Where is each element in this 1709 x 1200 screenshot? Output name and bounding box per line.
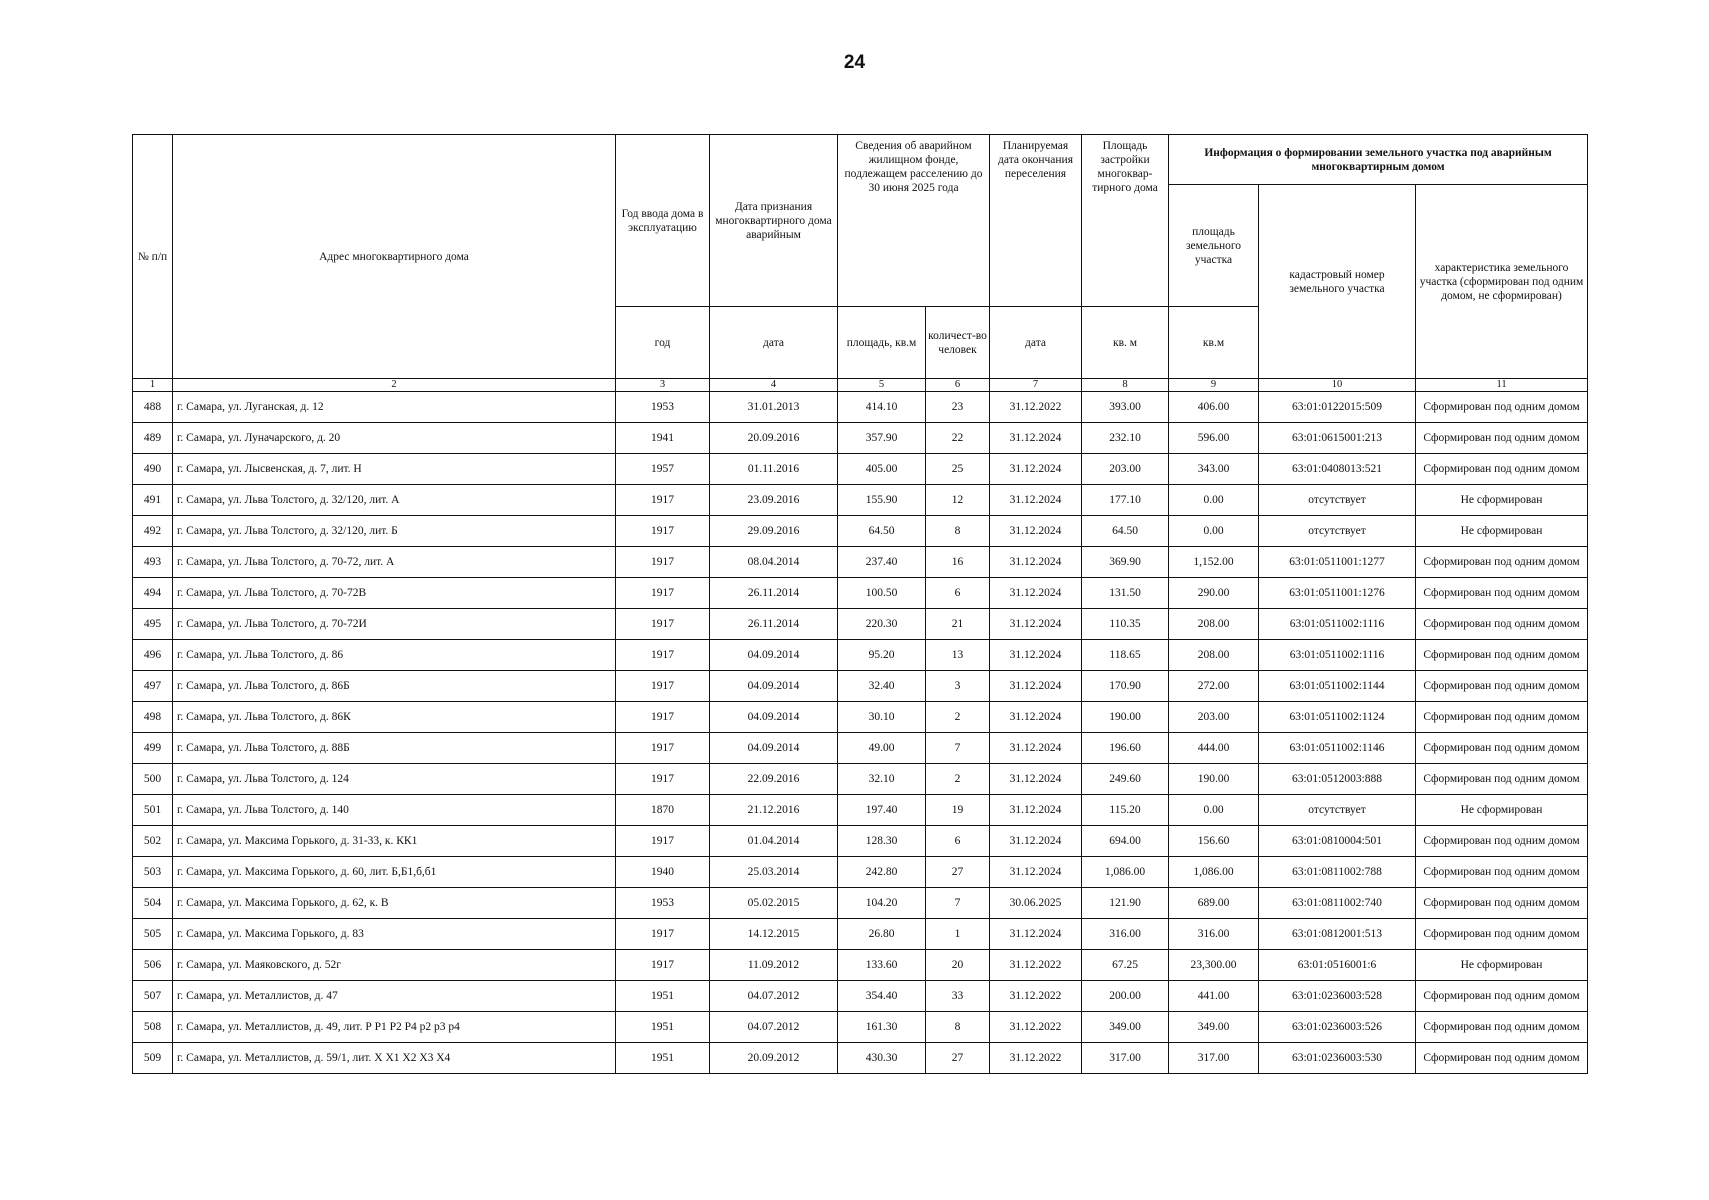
row-emergency-area: 32.10 — [838, 764, 926, 795]
column-number: 10 — [1259, 379, 1416, 392]
row-year: 1917 — [616, 764, 710, 795]
row-planned-date: 31.12.2024 — [990, 764, 1082, 795]
row-cadastral-number: отсутствует — [1259, 485, 1416, 516]
row-address: г. Самара, ул. Максима Горького, д. 60, лит. Б,Б1,б,б1 — [173, 857, 616, 888]
row-year: 1953 — [616, 392, 710, 423]
column-number: 9 — [1169, 379, 1259, 392]
row-recognition-date: 04.09.2014 — [710, 671, 838, 702]
row-address: г. Самара, ул. Металлистов, д. 59/1, лит. Х Х1 Х2 Х3 Х4 — [173, 1043, 616, 1074]
row-building-area: 249.60 — [1082, 764, 1169, 795]
row-building-area: 177.10 — [1082, 485, 1169, 516]
row-people-count: 16 — [926, 547, 990, 578]
row-planned-date: 31.12.2024 — [990, 578, 1082, 609]
row-planned-date: 31.12.2022 — [990, 1043, 1082, 1074]
row-emergency-area: 242.80 — [838, 857, 926, 888]
row-emergency-area: 49.00 — [838, 733, 926, 764]
row-land-area: 316.00 — [1169, 919, 1259, 950]
header-land-status: характеристика земельного участка (сформирован под одним домом, не сформирован) — [1416, 185, 1588, 379]
row-people-count: 3 — [926, 671, 990, 702]
row-address: г. Самара, ул. Максима Горького, д. 83 — [173, 919, 616, 950]
row-year: 1940 — [616, 857, 710, 888]
column-number: 3 — [616, 379, 710, 392]
row-building-area: 67.25 — [1082, 950, 1169, 981]
row-number: 498 — [133, 702, 173, 733]
row-building-area: 316.00 — [1082, 919, 1169, 950]
row-land-area: 689.00 — [1169, 888, 1259, 919]
row-land-status: Сформирован под одним домом — [1416, 919, 1588, 950]
row-land-status: Сформирован под одним домом — [1416, 547, 1588, 578]
row-emergency-area: 64.50 — [838, 516, 926, 547]
row-year: 1917 — [616, 733, 710, 764]
row-year: 1917 — [616, 547, 710, 578]
row-planned-date: 31.12.2024 — [990, 826, 1082, 857]
row-year: 1941 — [616, 423, 710, 454]
header-unit-date: дата — [710, 307, 838, 379]
row-address: г. Самара, ул. Маяковского, д. 52г — [173, 950, 616, 981]
row-cadastral-number: 63:01:0511002:1144 — [1259, 671, 1416, 702]
row-year: 1917 — [616, 702, 710, 733]
table-row — [133, 454, 1588, 485]
row-cadastral-number: 63:01:0236003:530 — [1259, 1043, 1416, 1074]
row-cadastral-number: 63:01:0236003:526 — [1259, 1012, 1416, 1043]
emergency-housing-table — [132, 134, 1588, 1074]
row-people-count: 7 — [926, 888, 990, 919]
table-row — [133, 950, 1588, 981]
row-number: 506 — [133, 950, 173, 981]
row-number: 491 — [133, 485, 173, 516]
row-recognition-date: 26.11.2014 — [710, 609, 838, 640]
column-number: 6 — [926, 379, 990, 392]
row-people-count: 25 — [926, 454, 990, 485]
row-number: 505 — [133, 919, 173, 950]
row-land-area: 441.00 — [1169, 981, 1259, 1012]
row-building-area: 115.20 — [1082, 795, 1169, 826]
row-emergency-area: 95.20 — [838, 640, 926, 671]
row-building-area: 349.00 — [1082, 1012, 1169, 1043]
row-building-area: 317.00 — [1082, 1043, 1169, 1074]
row-recognition-date: 05.02.2015 — [710, 888, 838, 919]
row-people-count: 22 — [926, 423, 990, 454]
table-row — [133, 826, 1588, 857]
row-planned-date: 31.12.2024 — [990, 516, 1082, 547]
column-number: 7 — [990, 379, 1082, 392]
row-land-area: 349.00 — [1169, 1012, 1259, 1043]
header-unit-date2: дата — [990, 307, 1082, 379]
column-number: 1 — [133, 379, 173, 392]
table-row — [133, 1043, 1588, 1074]
row-year: 1917 — [616, 671, 710, 702]
row-land-status: Сформирован под одним домом — [1416, 671, 1588, 702]
row-emergency-area: 197.40 — [838, 795, 926, 826]
row-year: 1870 — [616, 795, 710, 826]
row-number: 496 — [133, 640, 173, 671]
row-planned-date: 31.12.2024 — [990, 640, 1082, 671]
row-recognition-date: 04.09.2014 — [710, 640, 838, 671]
header-no: № п/п — [133, 135, 173, 379]
row-land-area: 596.00 — [1169, 423, 1259, 454]
row-emergency-area: 357.90 — [838, 423, 926, 454]
row-address: г. Самара, ул. Льва Толстого, д. 70-72И — [173, 609, 616, 640]
row-emergency-area: 32.40 — [838, 671, 926, 702]
row-planned-date: 30.06.2025 — [990, 888, 1082, 919]
row-land-status: Сформирован под одним домом — [1416, 733, 1588, 764]
row-emergency-area: 237.40 — [838, 547, 926, 578]
row-people-count: 20 — [926, 950, 990, 981]
table-row — [133, 578, 1588, 609]
row-land-status: Сформирован под одним домом — [1416, 702, 1588, 733]
row-cadastral-number: 63:01:0511001:1277 — [1259, 547, 1416, 578]
row-cadastral-number: отсутствует — [1259, 795, 1416, 826]
row-cadastral-number: 63:01:0811002:788 — [1259, 857, 1416, 888]
row-land-area: 1,152.00 — [1169, 547, 1259, 578]
row-land-area: 190.00 — [1169, 764, 1259, 795]
header-unit-area: площадь, кв.м — [838, 307, 926, 379]
row-year: 1917 — [616, 578, 710, 609]
table-row — [133, 919, 1588, 950]
row-building-area: 131.50 — [1082, 578, 1169, 609]
header-unit-sqm2: кв.м — [1169, 307, 1259, 379]
row-land-area: 272.00 — [1169, 671, 1259, 702]
header-emergency-fund: Сведения об аварийном жилищном фонде, подлежащем расселению до 30 июня 2025 года — [838, 135, 990, 307]
row-emergency-area: 133.60 — [838, 950, 926, 981]
row-emergency-area: 220.30 — [838, 609, 926, 640]
row-year: 1917 — [616, 950, 710, 981]
row-people-count: 27 — [926, 1043, 990, 1074]
row-planned-date: 31.12.2024 — [990, 919, 1082, 950]
row-emergency-area: 100.50 — [838, 578, 926, 609]
row-recognition-date: 26.11.2014 — [710, 578, 838, 609]
row-land-status: Не сформирован — [1416, 950, 1588, 981]
row-land-status: Сформирован под одним домом — [1416, 1043, 1588, 1074]
row-year: 1957 — [616, 454, 710, 485]
row-land-area: 156.60 — [1169, 826, 1259, 857]
row-number: 504 — [133, 888, 173, 919]
row-address: г. Самара, ул. Льва Толстого, д. 124 — [173, 764, 616, 795]
row-address: г. Самара, ул. Луганская, д. 12 — [173, 392, 616, 423]
row-planned-date: 31.12.2024 — [990, 857, 1082, 888]
header-cadastral: кадастровый номер земельного участка — [1259, 185, 1416, 379]
header-building-area: Площадь застройки многоквар-тирного дома — [1082, 135, 1169, 307]
table-row — [133, 640, 1588, 671]
row-land-status: Сформирован под одним домом — [1416, 640, 1588, 671]
row-address: г. Самара, ул. Луначарского, д. 20 — [173, 423, 616, 454]
row-planned-date: 31.12.2022 — [990, 1012, 1082, 1043]
header-land-info: Информация о формировании земельного участка под аварийным многоквартирным домом — [1169, 135, 1588, 185]
row-recognition-date: 04.07.2012 — [710, 1012, 838, 1043]
row-address: г. Самара, ул. Максима Горького, д. 31-33, к. КК1 — [173, 826, 616, 857]
row-planned-date: 31.12.2024 — [990, 733, 1082, 764]
row-building-area: 200.00 — [1082, 981, 1169, 1012]
row-land-area: 0.00 — [1169, 516, 1259, 547]
column-number: 11 — [1416, 379, 1588, 392]
row-address: г. Самара, ул. Льва Толстого, д. 140 — [173, 795, 616, 826]
header-land-area: площадь земельного участка — [1169, 185, 1259, 307]
table-row — [133, 423, 1588, 454]
row-recognition-date: 08.04.2014 — [710, 547, 838, 578]
header-recognition-date: Дата признания многоквартирного дома аварийным — [710, 135, 838, 307]
row-address: г. Самара, ул. Металлистов, д. 49, лит. Р Р1 Р2 Р4 р2 р3 р4 — [173, 1012, 616, 1043]
table-row — [133, 547, 1588, 578]
row-planned-date: 31.12.2024 — [990, 485, 1082, 516]
row-year: 1917 — [616, 826, 710, 857]
row-cadastral-number: 63:01:0811002:740 — [1259, 888, 1416, 919]
row-year: 1917 — [616, 485, 710, 516]
row-year: 1951 — [616, 1012, 710, 1043]
row-year: 1917 — [616, 919, 710, 950]
row-emergency-area: 405.00 — [838, 454, 926, 485]
row-address: г. Самара, ул. Льва Толстого, д. 88Б — [173, 733, 616, 764]
row-land-area: 290.00 — [1169, 578, 1259, 609]
row-number: 502 — [133, 826, 173, 857]
row-cadastral-number: 63:01:0512003:888 — [1259, 764, 1416, 795]
row-land-area: 317.00 — [1169, 1043, 1259, 1074]
table-row — [133, 516, 1588, 547]
row-address: г. Самара, ул. Льва Толстого, д. 86Б — [173, 671, 616, 702]
row-number: 494 — [133, 578, 173, 609]
row-people-count: 23 — [926, 392, 990, 423]
row-planned-date: 31.12.2024 — [990, 795, 1082, 826]
row-recognition-date: 23.09.2016 — [710, 485, 838, 516]
row-land-status: Сформирован под одним домом — [1416, 764, 1588, 795]
row-people-count: 12 — [926, 485, 990, 516]
row-emergency-area: 414.10 — [838, 392, 926, 423]
row-people-count: 7 — [926, 733, 990, 764]
row-building-area: 190.00 — [1082, 702, 1169, 733]
row-people-count: 6 — [926, 826, 990, 857]
header-address: Адрес многоквартирного дома — [173, 135, 616, 379]
row-land-status: Не сформирован — [1416, 795, 1588, 826]
row-building-area: 64.50 — [1082, 516, 1169, 547]
row-land-area: 0.00 — [1169, 795, 1259, 826]
page-number: 24 — [843, 52, 866, 73]
row-address: г. Самара, ул. Льва Толстого, д. 86 — [173, 640, 616, 671]
table-row — [133, 888, 1588, 919]
column-number: 4 — [710, 379, 838, 392]
row-land-area: 343.00 — [1169, 454, 1259, 485]
row-land-status: Сформирован под одним домом — [1416, 454, 1588, 485]
row-year: 1917 — [616, 609, 710, 640]
row-recognition-date: 31.01.2013 — [710, 392, 838, 423]
row-land-area: 208.00 — [1169, 640, 1259, 671]
row-land-status: Сформирован под одним домом — [1416, 826, 1588, 857]
row-planned-date: 31.12.2024 — [990, 671, 1082, 702]
row-planned-date: 31.12.2022 — [990, 950, 1082, 981]
row-people-count: 2 — [926, 702, 990, 733]
row-number: 489 — [133, 423, 173, 454]
table-row — [133, 981, 1588, 1012]
row-cadastral-number: 63:01:0408013:521 — [1259, 454, 1416, 485]
row-people-count: 33 — [926, 981, 990, 1012]
table-row — [133, 795, 1588, 826]
row-number: 497 — [133, 671, 173, 702]
row-cadastral-number: 63:01:0615001:213 — [1259, 423, 1416, 454]
row-number: 490 — [133, 454, 173, 485]
row-recognition-date: 01.04.2014 — [710, 826, 838, 857]
row-planned-date: 31.12.2024 — [990, 609, 1082, 640]
row-year: 1953 — [616, 888, 710, 919]
row-land-status: Сформирован под одним домом — [1416, 857, 1588, 888]
row-emergency-area: 161.30 — [838, 1012, 926, 1043]
row-recognition-date: 20.09.2012 — [710, 1043, 838, 1074]
row-building-area: 203.00 — [1082, 454, 1169, 485]
row-number: 509 — [133, 1043, 173, 1074]
row-building-area: 694.00 — [1082, 826, 1169, 857]
row-address: г. Самара, ул. Льва Толстого, д. 70-72, лит. А — [173, 547, 616, 578]
row-number: 493 — [133, 547, 173, 578]
row-land-status: Не сформирован — [1416, 516, 1588, 547]
row-cadastral-number: 63:01:0511002:1146 — [1259, 733, 1416, 764]
row-building-area: 1,086.00 — [1082, 857, 1169, 888]
table-row — [133, 702, 1588, 733]
row-recognition-date: 21.12.2016 — [710, 795, 838, 826]
table-row — [133, 733, 1588, 764]
row-recognition-date: 29.09.2016 — [710, 516, 838, 547]
row-land-area: 0.00 — [1169, 485, 1259, 516]
header-unit-sqm: кв. м — [1082, 307, 1169, 379]
row-address: г. Самара, ул. Лысвенская, д. 7, лит. Н — [173, 454, 616, 485]
row-land-area: 444.00 — [1169, 733, 1259, 764]
row-land-status: Сформирован под одним домом — [1416, 392, 1588, 423]
row-cadastral-number: 63:01:0511002:1124 — [1259, 702, 1416, 733]
header-unit-year: год — [616, 307, 710, 379]
row-planned-date: 31.12.2024 — [990, 702, 1082, 733]
row-recognition-date: 04.09.2014 — [710, 733, 838, 764]
row-number: 492 — [133, 516, 173, 547]
row-number: 501 — [133, 795, 173, 826]
row-emergency-area: 26.80 — [838, 919, 926, 950]
row-number: 503 — [133, 857, 173, 888]
row-recognition-date: 11.09.2012 — [710, 950, 838, 981]
row-cadastral-number: 63:01:0516001:6 — [1259, 950, 1416, 981]
row-recognition-date: 04.07.2012 — [710, 981, 838, 1012]
row-cadastral-number: 63:01:0511002:1116 — [1259, 609, 1416, 640]
row-building-area: 110.35 — [1082, 609, 1169, 640]
row-recognition-date: 20.09.2016 — [710, 423, 838, 454]
row-land-area: 208.00 — [1169, 609, 1259, 640]
row-recognition-date: 04.09.2014 — [710, 702, 838, 733]
header-unit-people: количест-во человек — [926, 307, 990, 379]
row-emergency-area: 155.90 — [838, 485, 926, 516]
row-planned-date: 31.12.2024 — [990, 454, 1082, 485]
row-building-area: 369.90 — [1082, 547, 1169, 578]
row-building-area: 121.90 — [1082, 888, 1169, 919]
row-planned-date: 31.12.2024 — [990, 423, 1082, 454]
row-land-status: Сформирован под одним домом — [1416, 609, 1588, 640]
row-people-count: 19 — [926, 795, 990, 826]
row-cadastral-number: 63:01:0236003:528 — [1259, 981, 1416, 1012]
row-land-area: 1,086.00 — [1169, 857, 1259, 888]
column-number: 8 — [1082, 379, 1169, 392]
column-number: 2 — [173, 379, 616, 392]
row-year: 1951 — [616, 1043, 710, 1074]
row-people-count: 1 — [926, 919, 990, 950]
header-planned-date: Планируемая дата окончания переселения — [990, 135, 1082, 307]
row-cadastral-number: 63:01:0511002:1116 — [1259, 640, 1416, 671]
table-row — [133, 485, 1588, 516]
row-emergency-area: 128.30 — [838, 826, 926, 857]
row-people-count: 8 — [926, 1012, 990, 1043]
row-emergency-area: 430.30 — [838, 1043, 926, 1074]
row-cadastral-number: 63:01:0810004:501 — [1259, 826, 1416, 857]
row-emergency-area: 104.20 — [838, 888, 926, 919]
column-number-row — [133, 379, 1588, 392]
row-people-count: 27 — [926, 857, 990, 888]
row-building-area: 118.65 — [1082, 640, 1169, 671]
table-row — [133, 1012, 1588, 1043]
row-people-count: 2 — [926, 764, 990, 795]
row-recognition-date: 22.09.2016 — [710, 764, 838, 795]
row-address: г. Самара, ул. Льва Толстого, д. 70-72В — [173, 578, 616, 609]
row-land-area: 203.00 — [1169, 702, 1259, 733]
row-building-area: 232.10 — [1082, 423, 1169, 454]
row-address: г. Самара, ул. Металлистов, д. 47 — [173, 981, 616, 1012]
row-number: 507 — [133, 981, 173, 1012]
column-number: 5 — [838, 379, 926, 392]
row-building-area: 196.60 — [1082, 733, 1169, 764]
row-number: 495 — [133, 609, 173, 640]
row-land-area: 406.00 — [1169, 392, 1259, 423]
row-recognition-date: 01.11.2016 — [710, 454, 838, 485]
row-number: 500 — [133, 764, 173, 795]
row-address: г. Самара, ул. Максима Горького, д. 62, к. В — [173, 888, 616, 919]
row-people-count: 13 — [926, 640, 990, 671]
table-row — [133, 857, 1588, 888]
row-planned-date: 31.12.2024 — [990, 547, 1082, 578]
row-number: 488 — [133, 392, 173, 423]
table-row — [133, 671, 1588, 702]
table-row — [133, 764, 1588, 795]
row-cadastral-number: 63:01:0511001:1276 — [1259, 578, 1416, 609]
row-year: 1951 — [616, 981, 710, 1012]
row-year: 1917 — [616, 640, 710, 671]
row-land-status: Сформирован под одним домом — [1416, 981, 1588, 1012]
row-people-count: 21 — [926, 609, 990, 640]
row-people-count: 6 — [926, 578, 990, 609]
table-row — [133, 392, 1588, 423]
row-number: 499 — [133, 733, 173, 764]
row-land-status: Не сформирован — [1416, 485, 1588, 516]
row-emergency-area: 30.10 — [838, 702, 926, 733]
row-building-area: 393.00 — [1082, 392, 1169, 423]
row-land-status: Сформирован под одним домом — [1416, 888, 1588, 919]
row-planned-date: 31.12.2022 — [990, 981, 1082, 1012]
row-recognition-date: 14.12.2015 — [710, 919, 838, 950]
row-cadastral-number: отсутствует — [1259, 516, 1416, 547]
row-number: 508 — [133, 1012, 173, 1043]
row-cadastral-number: 63:01:0122015:509 — [1259, 392, 1416, 423]
header-year: Год ввода дома в эксплуатацию — [616, 135, 710, 307]
row-cadastral-number: 63:01:0812001:513 — [1259, 919, 1416, 950]
row-land-status: Сформирован под одним домом — [1416, 578, 1588, 609]
row-people-count: 8 — [926, 516, 990, 547]
row-recognition-date: 25.03.2014 — [710, 857, 838, 888]
row-year: 1917 — [616, 516, 710, 547]
row-emergency-area: 354.40 — [838, 981, 926, 1012]
row-address: г. Самара, ул. Льва Толстого, д. 32/120, лит. Б — [173, 516, 616, 547]
row-planned-date: 31.12.2022 — [990, 392, 1082, 423]
row-address: г. Самара, ул. Льва Толстого, д. 32/120, лит. А — [173, 485, 616, 516]
row-address: г. Самара, ул. Льва Толстого, д. 86К — [173, 702, 616, 733]
row-building-area: 170.90 — [1082, 671, 1169, 702]
row-land-status: Сформирован под одним домом — [1416, 1012, 1588, 1043]
table-row — [133, 609, 1588, 640]
row-land-area: 23,300.00 — [1169, 950, 1259, 981]
row-land-status: Сформирован под одним домом — [1416, 423, 1588, 454]
